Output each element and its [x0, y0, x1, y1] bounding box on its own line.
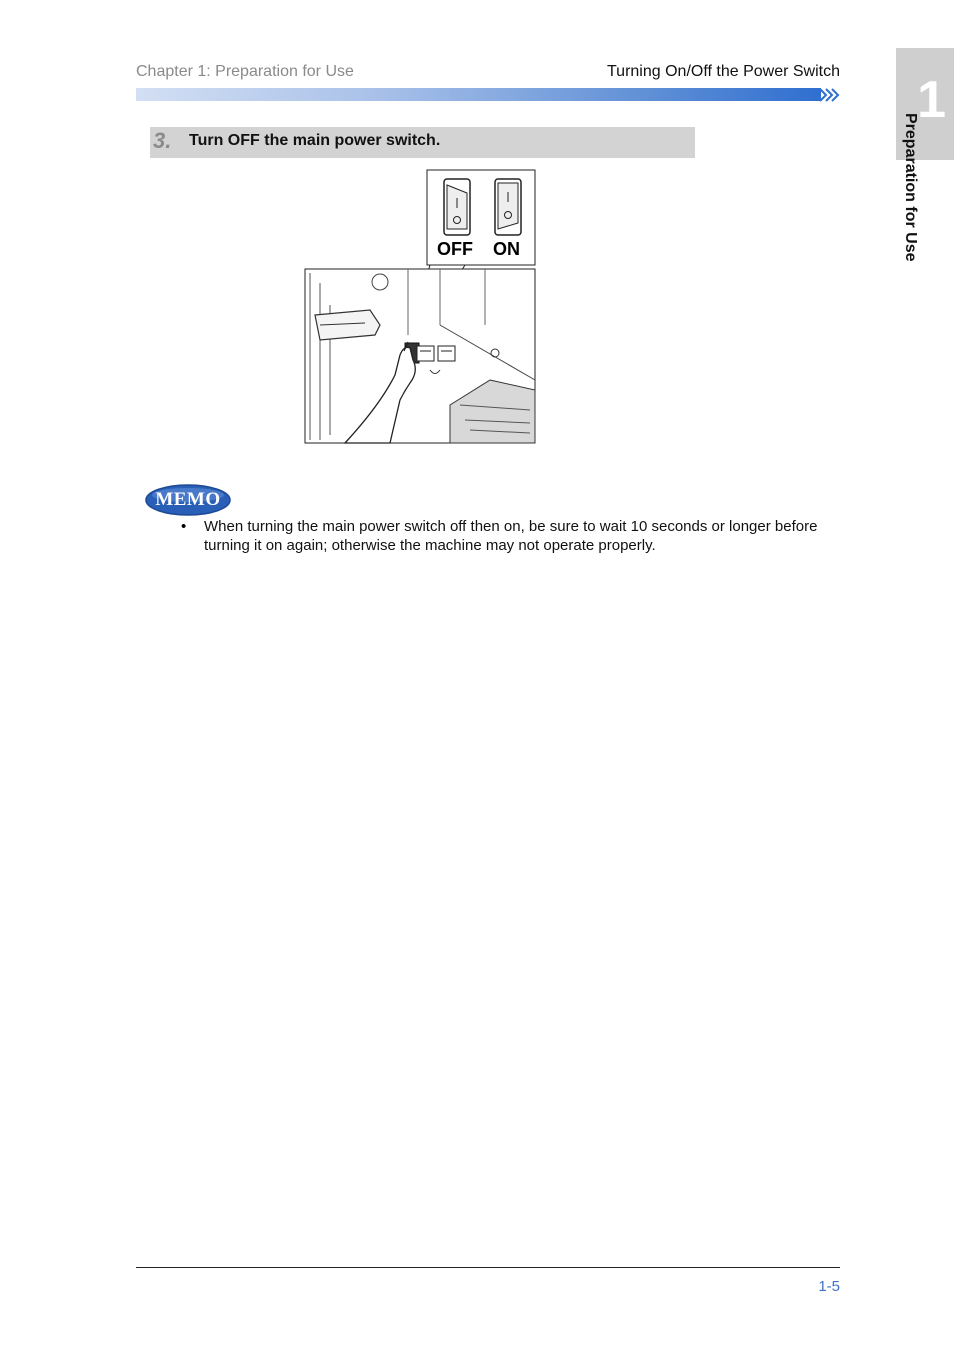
- memo-text: When turning the main power switch off then on, be sure to wait 10 seconds or longer before turning it on again; otherwise the machine may not operate properly.: [204, 518, 818, 554]
- step-heading: [150, 127, 695, 158]
- memo-badge-text: MEMO: [155, 489, 221, 510]
- page-number: 1-5: [818, 1278, 840, 1295]
- memo-bullet: •: [181, 518, 187, 535]
- memo-badge: [144, 483, 232, 517]
- header-gradient-bar: [136, 88, 821, 101]
- chapter-tab-label: [895, 113, 925, 293]
- power-switch-illustration: [300, 165, 540, 450]
- off-label: OFF: [437, 239, 473, 259]
- step-text: Turn OFF the main power switch.: [189, 132, 441, 149]
- on-label: ON: [493, 239, 520, 259]
- chevron-right-icon: [818, 87, 842, 103]
- header-section-title: Turning On/Off the Power Switch: [607, 63, 840, 80]
- chapter-tab-number: 1: [917, 71, 946, 129]
- footer-rule: [136, 1267, 840, 1268]
- chapter-tab-label-text: Preparation for Use: [902, 113, 919, 262]
- step-number: 3.: [153, 128, 172, 153]
- header-chapter: Chapter 1: Preparation for Use: [136, 63, 354, 80]
